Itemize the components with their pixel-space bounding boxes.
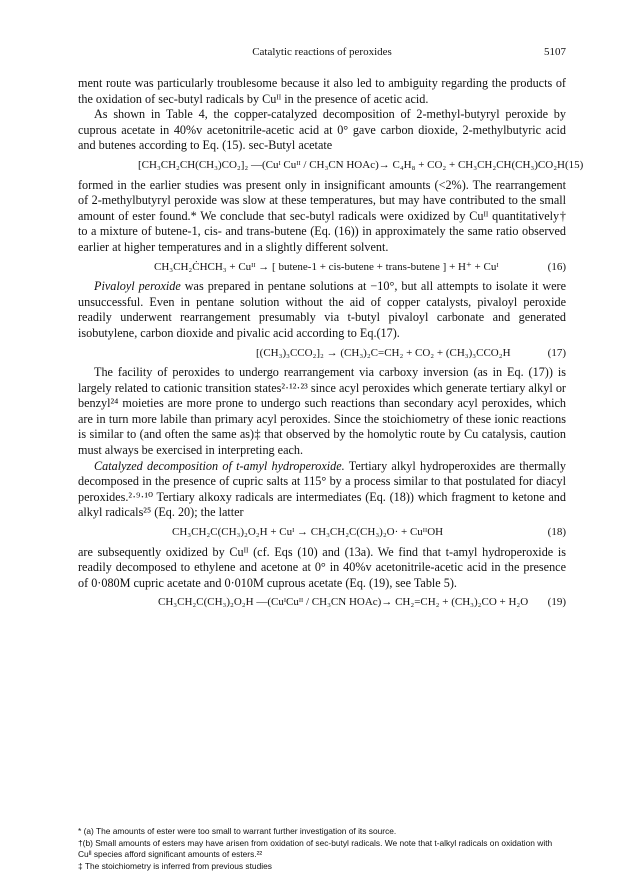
equation-number: (16) [547,260,566,273]
running-title: Catalytic reactions of peroxides [252,46,392,58]
equation-expression: CH₃CH₂ĊHCH₃ + Cuᴵᴵ → [ butene-1 + cis-butene + trans-butene ] + H⁺ + Cuᴵ [154,260,499,273]
equation-number: (17) [547,346,566,359]
equation-15 [78,158,584,174]
footnote: ‡ The stoichiometry is inferred from previous studies [78,860,272,871]
paragraph-text: was prepared in pentane solutions at −10°, but all attempts to isolate it were unsuccessful. Even in pentane solution without the aid of copper catalysts, pivaloyl peroxide readily underwent rearrangement presumably via t-butyl pivaloyl carbonate and generated isobutylene, carbon dioxide and pivalic acid according to Eq.(17). [78,279,567,340]
paragraph-text: Tertiary alkyl hydroperoxides are thermally decomposed in the presence of cupric salts at 115° by a process similar to that postulated for diacyl peroxides.²·⁹·¹⁰ Tertiary alkoxy radicals are intermediates (Eq. (18)) which fragment to ketone and alkyl radicals²⁵ (Eq. 20); the latter [78,458,566,520]
paragraph: are subsequently oxidized by Cuᴵᴵ (cf. Eqs (10) and (13a). We find that t-amyl hydroperoxide is readily decomposed to ethylene and acetone at 0° in 40%v acetonitrile-acetic acid in the presence of 0·080M cupric acetate and 0·010M cuprous acetate (Eq. (19), see Table 5). [78,544,566,590]
equation-19 [78,595,566,611]
section-lead: Catalyzed decomposition of t-amyl hydroperoxide. [94,458,345,473]
equation-number: (19) [547,596,566,609]
paragraph: As shown in Table 4, the copper-catalyzed decomposition of 2-methyl-butyryl peroxide by cuprous acetate in 40%v acetonitrile-acetic acid at 0° gave carbon dioxide, 2-methylbutyric acid and butenes according to Eq. (15). sec-Butyl acetate [78,107,566,153]
equation-17 [78,346,566,362]
equation-expression: [CH₃CH₂CH(CH₃)CO₂]₂ —(Cuᴵ Cuᴵᴵ / CH₃CN HOAc)→ C₄H₈ + CO₂ + CH₃CH₂CH(CH₃)CO₂H [138,158,565,171]
paragraph: The facility of peroxides to undergo rearrangement via carboxy inversion (as in Eq. (17)) is largely related to cationic transition states²·¹²·²³ since acyl peroxides which generate tertiary alkyl or benzyl²⁴ moieties are more prone to undergo such reactions than secondary acyl peroxides, which are in turn more labile than primary acyl peroxides. Since the stoichiometry of these ionic reactions is similar to (and often the same as)‡ that observed by the homolytic route by Cu catalysis, caution must always be exercised in interpreting each. [78,365,566,458]
article-body [78,76,584,615]
equation-18 [78,525,566,541]
paragraph: formed in the earlier studies was present only in insignificant amounts (<2%). The rearrangement of 2-methylbutyryl peroxide was slow at these temperatures, but may have contributed to the small amount of ester found.* We conclude that sec-butyl radicals were oxidized by Cuᴵᴵ quantitatively† to a mixture of butene-1, cis- and trans-butene (Eq. (16)) in approximately the same ratio observed earlier at higher temperatures and in a slightly different solvent. [78,177,566,254]
paragraph [78,459,566,521]
section-lead: Pivaloyl peroxide [94,279,181,294]
paragraph [78,279,566,341]
equation-expression: CH₃CH₂C(CH₃)₂O₂H + Cuᴵ → CH₃CH₂C(CH₃)₂O· + CuᴵᴵOH [172,526,444,539]
equation-expression: [(CH₃)₃CCO₂]₂ → (CH₃)₂C=CH₂ + CO₂ + (CH₃)₃CCO₂H [256,346,511,359]
footnote: †(b) Small amounts of esters may have arisen from oxidation of sec-butyl radicals. We note that t-alkyl radicals on oxidation with Cuᴵᴵ species afford significant amounts of esters.²² [78,837,553,859]
running-header [78,46,566,62]
footnote: * (a) The amounts of ester were too small to warrant further investigation of its source. [78,826,397,836]
equation-number: (15) [564,158,584,171]
equation-16 [78,260,566,276]
paragraph: ment route was particularly troublesome because it also led to ambiguity regarding the products of the oxidation of sec-butyl radicals by Cuᴵᴵ in the presence of acetic acid. [78,76,566,106]
footnotes [78,826,566,872]
page-number: 5107 [544,46,566,58]
equation-number: (18) [547,526,566,539]
equation-expression: CH₃CH₂C(CH₃)₂O₂H —(CuᴵCuᴵᴵ / CH₃CN HOAc)→ CH₂=CH₂ + (CH₃)₂CO + H₂O [158,596,529,609]
